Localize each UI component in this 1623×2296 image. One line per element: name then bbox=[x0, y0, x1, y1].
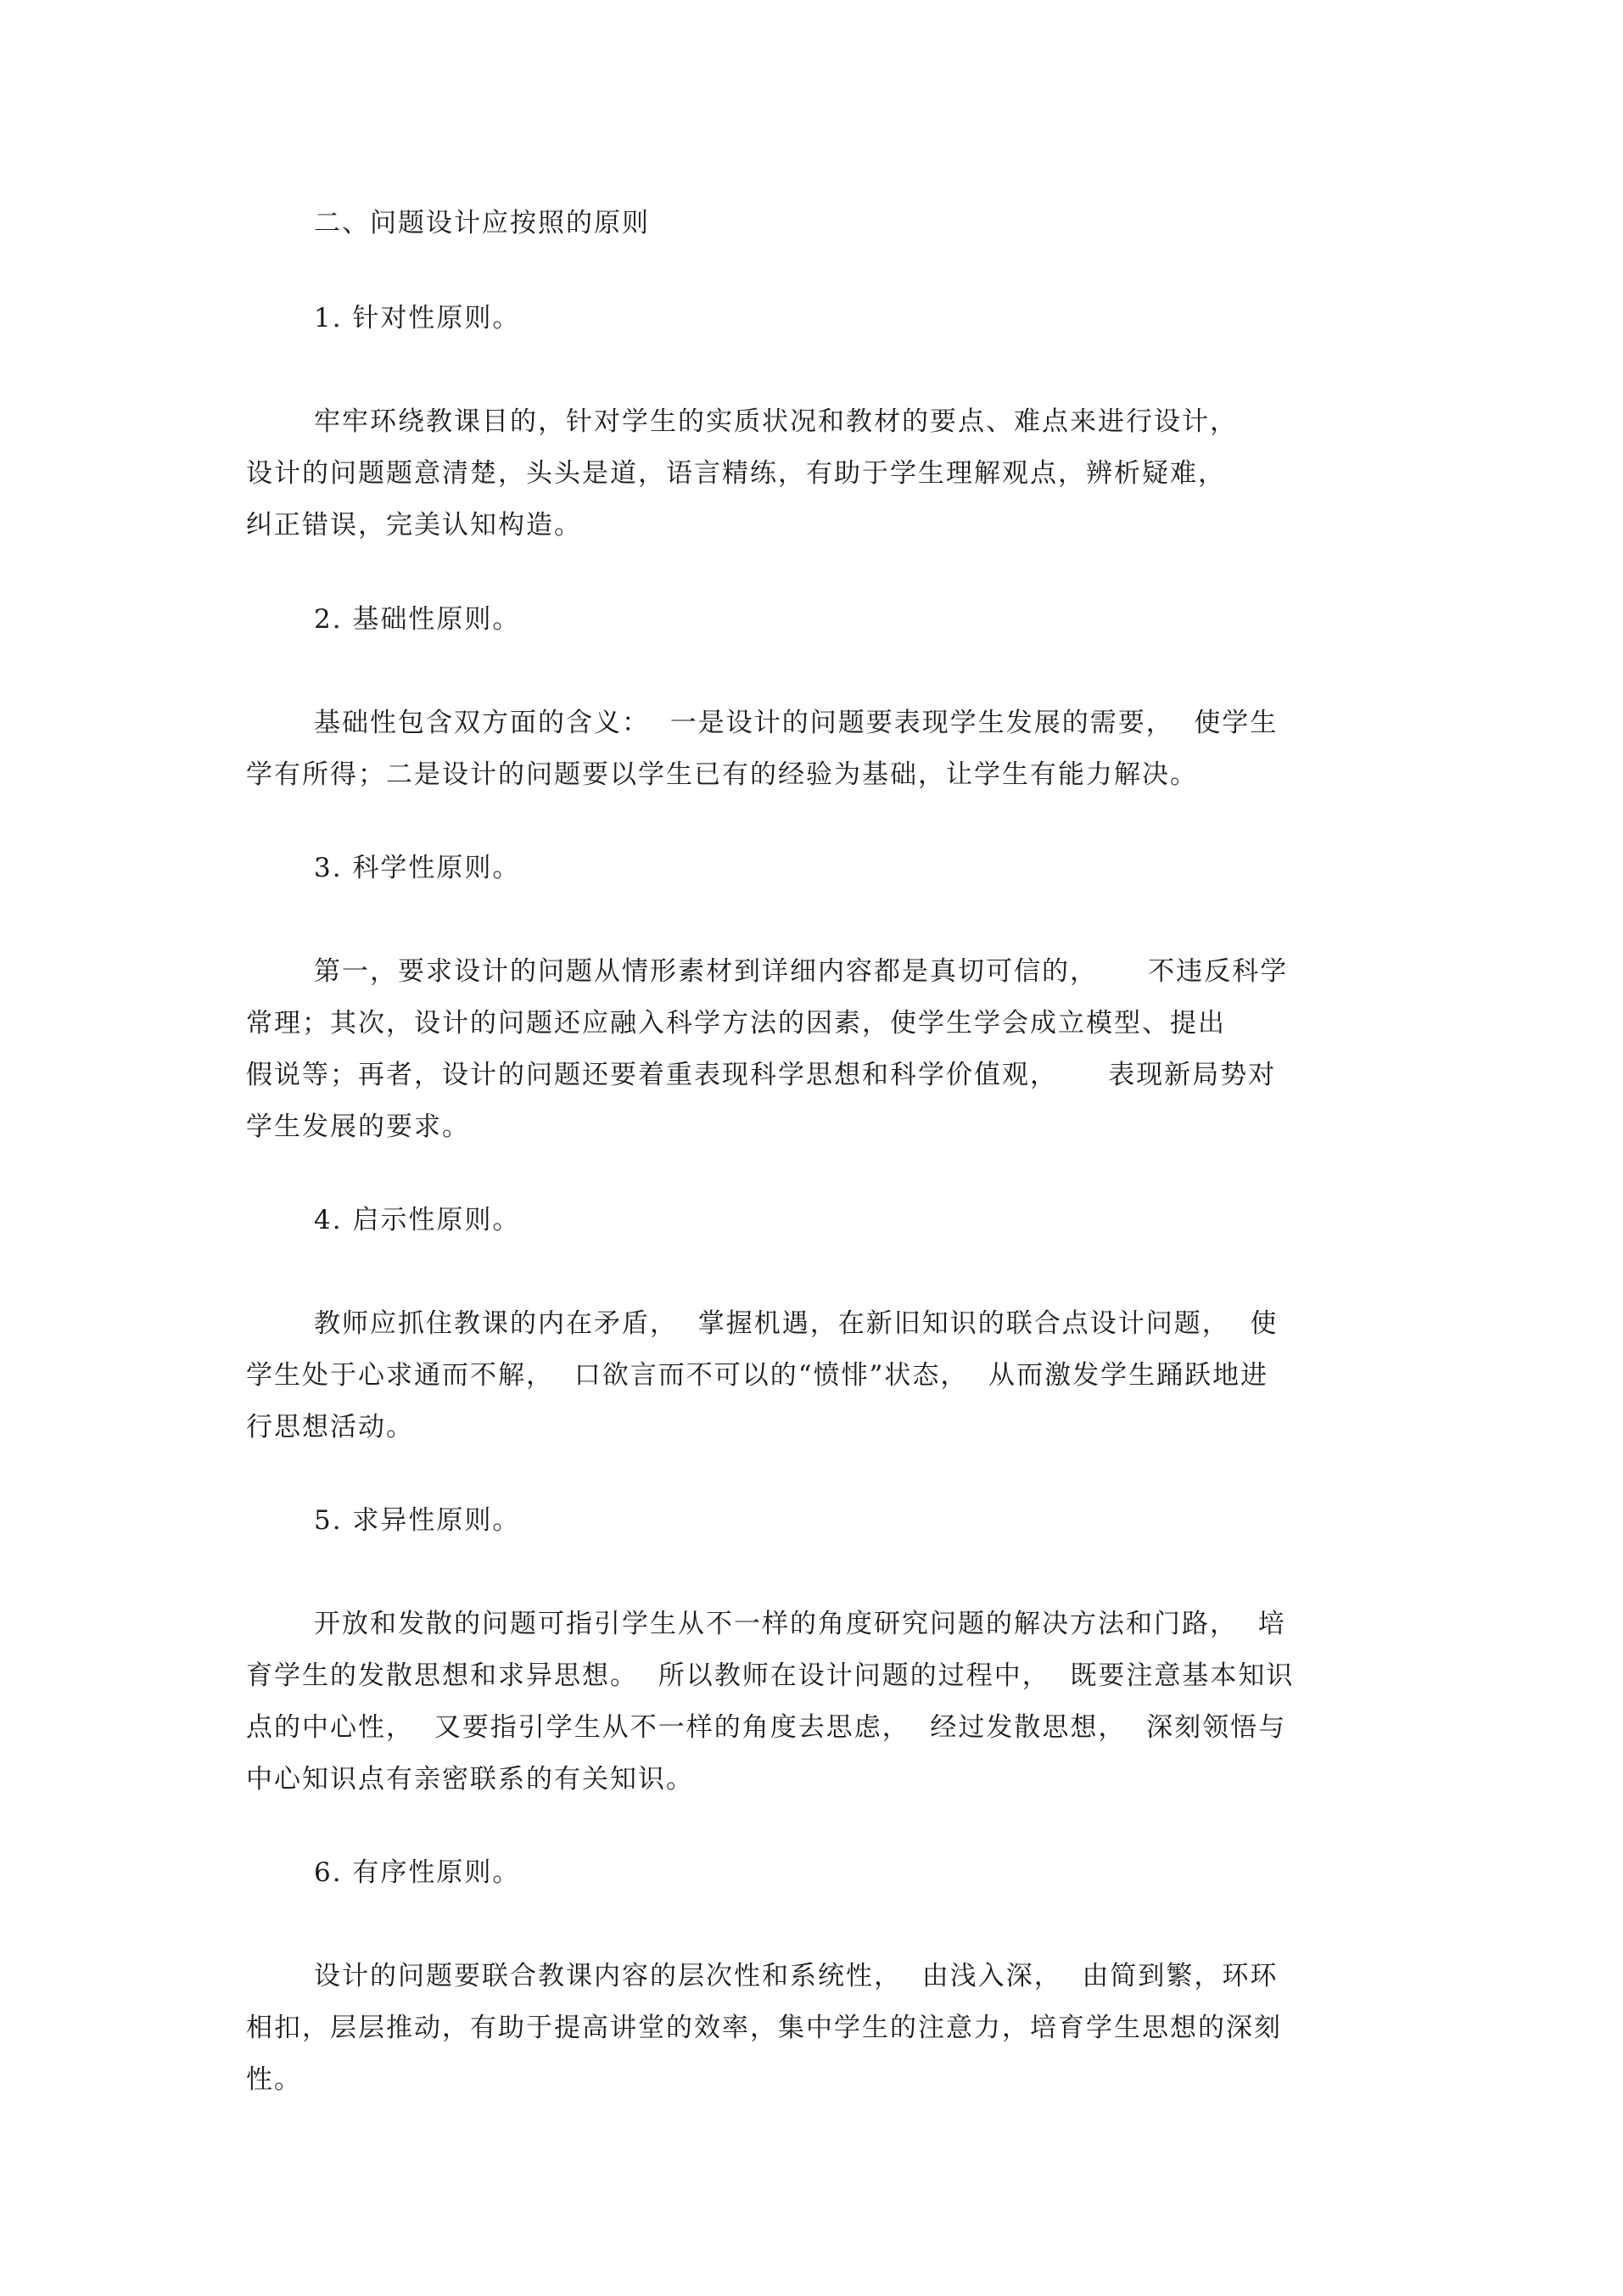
paragraph-line: 育学生的发散思想和求异思想。 所以教师在设计问题的过程中， 既要注意基本知识 bbox=[246, 1660, 1295, 1691]
paragraph-line: 假说等；再者，设计的问题还要着重表现科学思想和科学价值观， 表现新局势对 bbox=[246, 1060, 1277, 1090]
paragraph-line: 中心知识点有亲密联系的有关知识。 bbox=[246, 1764, 694, 1795]
paragraph-line: 点的中心性， 又要指引学生从不一样的角度去思虑， 经过发散思想， 深刻领悟与 bbox=[246, 1712, 1287, 1743]
paragraph-line: 第一，要求设计的问题从情形素材到详细内容都是真切可信的， 不违反科学 bbox=[314, 956, 1289, 987]
paragraph-line: 设计的问题要联合教课内容的层次性和系统性， 由浅入深， 由简到繁，环环 bbox=[314, 1961, 1279, 1991]
paragraph-line: 基础性包含双方面的含义： 一是设计的问题要表现学生发展的需要， 使学生 bbox=[314, 708, 1279, 738]
principle-heading: 5. 求异性原则。 bbox=[314, 1505, 521, 1536]
paragraph-line: 教师应抓住教课的内在矛盾， 掌握机遇，在新旧知识的联合点设计问题， 使 bbox=[314, 1308, 1279, 1339]
section-title: 二、问题设计应按照的原则 bbox=[314, 208, 650, 238]
paragraph-line: 开放和发散的问题可指引学生从不一样的角度研究问题的解决方法和门路， 培 bbox=[314, 1609, 1286, 1639]
principle-heading: 4. 启示性原则。 bbox=[314, 1205, 521, 1235]
paragraph-line: 设计的问题题意清楚，头头是道，语言精练，有助于学生理解观点，辨析疑难， bbox=[246, 458, 1226, 489]
paragraph-line: 纠正错误，完美认知构造。 bbox=[246, 510, 582, 540]
principle-heading: 1. 针对性原则。 bbox=[314, 303, 521, 333]
principle-heading: 3. 科学性原则。 bbox=[314, 853, 521, 883]
principle-heading: 6. 有序性原则。 bbox=[314, 1857, 521, 1888]
paragraph-line: 常理；其次，设计的问题还应融入科学方法的因素，使学生学会成立模型、提出 bbox=[246, 1008, 1226, 1039]
paragraph-line: 学生处于心求通而不解， 口欲言而不可以的“愤悱”状态， 从而激发学生踊跃地进 bbox=[246, 1360, 1269, 1391]
paragraph-line: 学生发展的要求。 bbox=[246, 1112, 470, 1142]
principle-heading: 2. 基础性原则。 bbox=[314, 604, 521, 635]
paragraph-line: 牢牢环绕教课目的，针对学生的实质状况和教材的要点、难点来进行设计， bbox=[314, 406, 1238, 437]
paragraph-line: 性。 bbox=[246, 2064, 302, 2095]
paragraph-line: 学有所得；二是设计的问题要以学生已有的经验为基础，让学生有能力解决。 bbox=[246, 759, 1198, 790]
paragraph-line: 相扣，层层推动，有助于提高讲堂的效率，集中学生的注意力，培育学生思想的深刻 bbox=[246, 2013, 1282, 2043]
paragraph-line: 行思想活动。 bbox=[246, 1412, 414, 1442]
